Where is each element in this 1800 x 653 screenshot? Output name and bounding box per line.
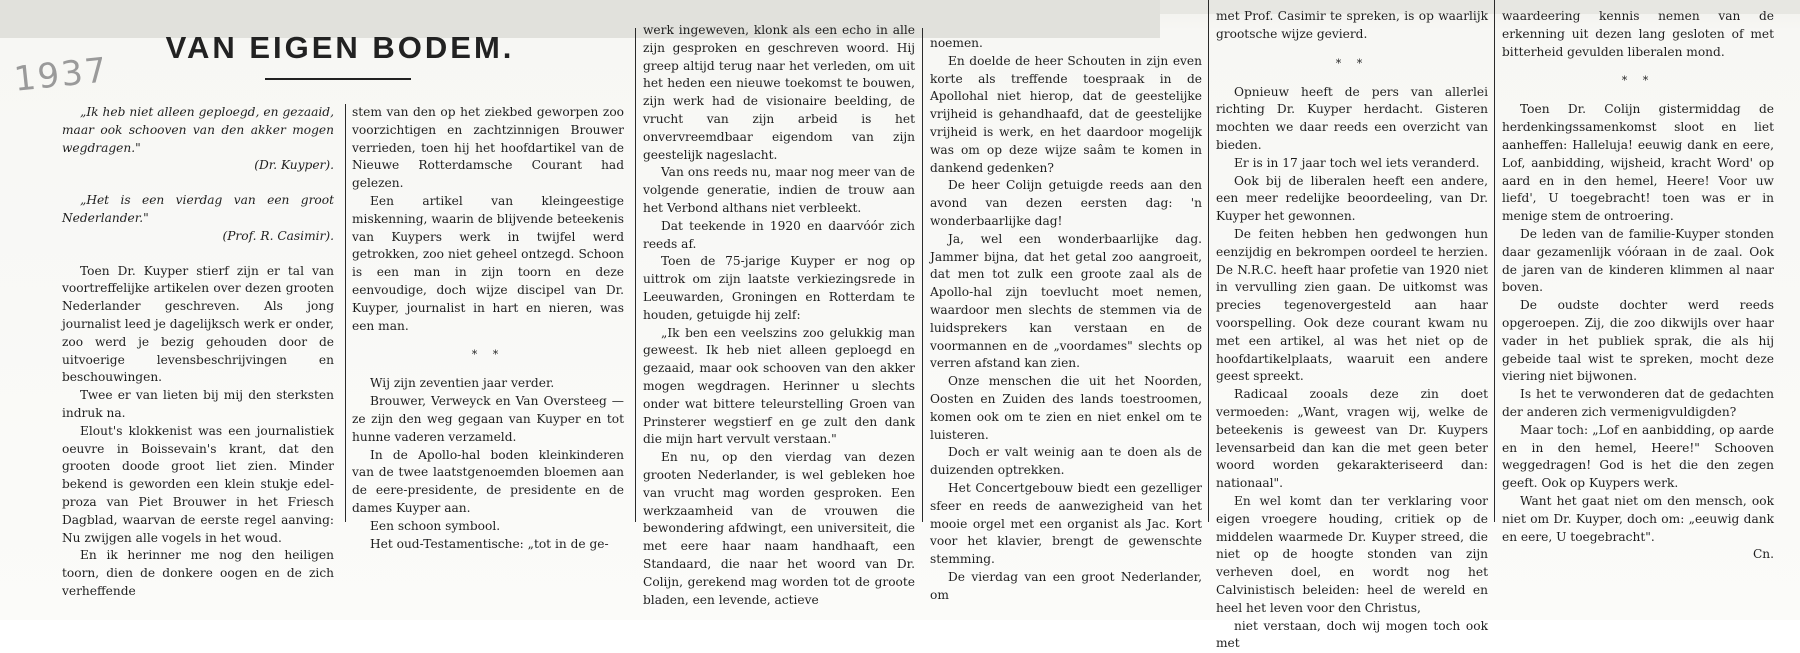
column-rule (1494, 0, 1495, 522)
paragraph: Toen de 75-jarige Kuyper er nog op uittrok om zijn laatste verkiezingsrede in Leeuwarden, Groningen en Rotterdam te houden, getuigde hij zelf: (643, 253, 915, 324)
paragraph: Van ons reeds nu, maar nog meer van de volgende generatie, indien de trouw aan het Verbond althans niet verbleekt. (643, 164, 915, 217)
column-rule (1208, 0, 1209, 522)
paragraph: De leden van de familie-Kuyper stonden daar gezamenlijk vóóraan in de zaal. Ook de jaren van de kinderen klimmen al naar boven. (1502, 226, 1774, 297)
paragraph: Brouwer, Verweyck en Van Oversteeg — ze zijn den weg gegaan van Kuyper en tot hunne vaderen verzameld. (352, 393, 624, 446)
paragraph: En wel komt dan ter verklaring voor eigen vroegere houding, critiek op de middelen waarmede Dr. Kuyper streed, die niet op de hoogte stonden van zijn verheven doel, en wordt nog het Calvinistisch beleiden: heel de wereld en heel het leven voor den Christus, (1216, 493, 1488, 618)
column-rule (635, 28, 636, 522)
paragraph: werk ingeweven, klonk als een echo in alle zijn gesproken en geschreven woord. Hij greep altijd terug naar het verleden, om uit het heden een nieuwe toekomst te bouwen, zijn werk had de visionaire beelding, de vrucht van zijn arbeid is het onvervreemdbaar eigendom van zijn geestelijk nageslacht. (643, 22, 915, 164)
section-separator: * * (352, 335, 624, 375)
paragraph: Het oud-Testamentische: „tot in de ge- (352, 536, 624, 554)
paragraph: Onze menschen die uit het Noorden, Oosten en Zuiden des lands toestroomen, komen ook om te zien en niet enkel om te luisteren. (930, 373, 1202, 444)
paragraph: met Prof. Casimir te spreken, is op waarlijk grootsche wijze gevierd. (1216, 8, 1488, 44)
paragraph: Dat teekende in 1920 en daarvóór zich reeds af. (643, 218, 915, 254)
column-6 (1502, 8, 1774, 564)
paragraph: De oudste dochter werd reeds opgeroepen. Zij, die zoo dikwijls over haar vader in het publiek sprak, die als hij gebeide taal wist te spreken, mocht deze viering niet bijwonen. (1502, 297, 1774, 386)
paragraph: Een artikel van kleingeestige miskenning, waarin de blijvende beteekenis van Kuypers werk in twijfel werd getrokken, zoo niet geheel ontzegd. Schoon is een man in zijn toorn en deze eenvoudige, doch wijze discipel van Dr. Kuyper, journalist in hart en nieren, was een man. (352, 193, 624, 335)
column-rule (922, 28, 923, 522)
paragraph: Het Concertgebouw biedt een gezelliger sfeer en reeds de aanwezigheid van het mooie orgel met een organist als Jac. Kort voor het klavier, brengt de gewenschte stemming. (930, 480, 1202, 569)
paragraph: En doelde de heer Schouten in zijn even korte als treffende toespraak in de Apollohal niet hierop, dat de geestelijke vrijheid is gehandhaafd, dat de geestelijke vrijheid is werk, en het daardoor mogelijk was om op deze wijze saâm te komen in dankend gedenken? (930, 53, 1202, 178)
paragraph: Radicaal zooals deze zin doet vermoeden: „Want, vragen wij, welke de beteekenis is geweest van Dr. Kuypers levensarbeid dan kan die met geen beter woord worden gekarakteriseerd dan: nationaal". (1216, 386, 1488, 493)
paragraph: Een schoon symbool. (352, 518, 624, 536)
paragraph: En ik herinner me nog den heiligen toorn, dien de donkere oogen en de zich verheffende (62, 547, 334, 600)
paragraph: Is het te verwonderen dat de gedachten der anderen zich vermenigvuldigden? (1502, 386, 1774, 422)
column-2 (352, 104, 624, 553)
paragraph: niet verstaan, doch wij mogen toch ook met (1216, 618, 1488, 653)
paragraph: Er is in 17 jaar toch wel iets veranderd. (1216, 155, 1488, 173)
headline-rule (265, 78, 411, 80)
paragraph: In de Apollo-hal boden kleinkinderen van de twee laatstgenoemden bloemen aan de eere-presidente, de presidente en de dames Kuyper aan. (352, 447, 624, 518)
paragraph: Elout's klokkenist was een journalistiek oeuvre in Boissevain's krant, dat den grooten doode groot liet zien. Minder bekend is geworden een klein stukje edel-proza van Piet Brouwer in het Friesch Dagblad, waarvan de eerste regel aanving: Nu zwijgen alle vogels in het woud. (62, 423, 334, 548)
motto-attribution-1: (Dr. Kuyper). (62, 157, 334, 175)
paragraph: Maar toch: „Lof en aanbidding, op aarde en in den hemel, Heere!" Schooven weggedragen! God is het die den zegen geeft. Ook op Kuypers werk. (1502, 422, 1774, 493)
section-separator: * * (1502, 61, 1774, 101)
paragraph: Doch er valt weinig aan te doen als de duizenden optrekken. (930, 444, 1202, 480)
paragraph: Toen Dr. Kuyper stierf zijn er tal van voortreffelijke artikelen over dezen grooten Nederlander geschreven. Als jong journalist leed je dagelijksch werk er onder, zoo werd je bezig gehouden door de uitvoerige levensbeschrijvingen en beschouwingen. (62, 263, 334, 388)
column-4 (930, 35, 1202, 605)
paragraph: Ja, wel een wonderbaarlijke dag. Jammer bijna, dat het getal zoo aangroeit, dat men tot zulk een groote zaal als de Apollo-hal zijn toevlucht moet nemen, waardoor men slechts de stemmen via de luidsprekers kan verstaan en de voormannen en de „voordames" slechts op verren afstand kan zien. (930, 231, 1202, 373)
paragraph: De vierdag van een groot Nederlander, om (930, 569, 1202, 605)
paragraph: Ook bij de liberalen heeft een andere, een meer redelijke beoordeeling, van Dr. Kuyper het gewonnen. (1216, 173, 1488, 226)
paragraph: noemen. (930, 35, 1202, 53)
author-signature: Cn. (1502, 546, 1774, 564)
paragraph: Twee er van lieten bij mij den sterksten indruk na. (62, 387, 334, 423)
column-3 (643, 22, 915, 609)
paragraph: Wij zijn zeventien jaar verder. (352, 375, 624, 393)
paragraph: Opnieuw heeft de pers van allerlei richting Dr. Kuyper herdacht. Gisteren mochten we daar reeds een overzicht van bieden. (1216, 84, 1488, 155)
motto-quote-1: „Ik heb niet alleen geploegd, en gezaaid, maar ook schooven van den akker mogen wegdragen." (62, 104, 334, 157)
paragraph: stem van den op het ziekbed geworpen zoo voorzichtigen en zachtzinnigen Brouwer verrieden, toen hij het hoofdartikel van de Nieuwe Rotterdamsche Courant had gelezen. (352, 104, 624, 193)
paragraph: „Ik ben een veelszins zoo gelukkig man geweest. Ik heb niet alleen geploegd en gezaaid, maar ook schooven van den akker mogen wegdragen. Herinner u slechts onder wat bittere teleurstelling Groen van Prinsterer wegstierf en ge zult den dank die mijn hart vervult verstaan." (643, 325, 915, 450)
article-headline: VAN EIGEN BODEM. (120, 30, 560, 66)
paragraph: De heer Colijn getuigde reeds aan den avond van dezen eersten dag: 'n wonderbaarlijke dag! (930, 177, 1202, 230)
motto-quote-2: „Het is een vierdag van een groot Nederlander." (62, 192, 334, 228)
paragraph: Toen Dr. Colijn gistermiddag de herdenkingssamenkomst sloot en liet aanheffen: Halleluja! eeuwig dank en eere, Lof, aanbidding, wijsheid, kracht Word' op aard en in den hemel, Heere! Voor uw liefd', U toegebracht! toen was er in menige stem de ontroering. (1502, 101, 1774, 226)
column-5 (1216, 8, 1488, 653)
section-separator: * * (1216, 44, 1488, 84)
pencil-annotation: 1937 (12, 50, 110, 100)
paragraph: Want het gaat niet om den mensch, ook niet om Dr. Kuyper, doch om: „eeuwig dank en eere, U toegebracht". (1502, 493, 1774, 546)
paragraph: En nu, op den vierdag van dezen grooten Nederlander, is wel gebleken hoe van vrucht mag worden gesproken. Een werkzaamheid van de vrouwen die bewondering afdwingt, een universiteit, die met eere haar naam handhaaft, een Standaard, die naar het woord van Dr. Colijn, gerekend mag worden tot de groote bladen, een levende, actieve (643, 449, 915, 609)
motto-attribution-2: (Prof. R. Casimir). (62, 228, 334, 246)
paragraph: waardeering kennis nemen van de erkenning uit dezen lang gesloten of met bitterheid gevulden liberalen mond. (1502, 8, 1774, 61)
column-rule (345, 104, 346, 522)
paragraph: De feiten hebben hen gedwongen hun eenzijdig en bekrompen oordeel te herzien. De N.R.C. heeft haar profetie van 1920 niet in vervulling zien gaan. De uitkomst was precies tegenovergesteld aan haar voorspelling. Ook deze courant kwam nu met een artikel, al was het niet op de hoofdartikelplaats, waaruit een andere geest spreekt. (1216, 226, 1488, 386)
column-1 (62, 104, 334, 601)
